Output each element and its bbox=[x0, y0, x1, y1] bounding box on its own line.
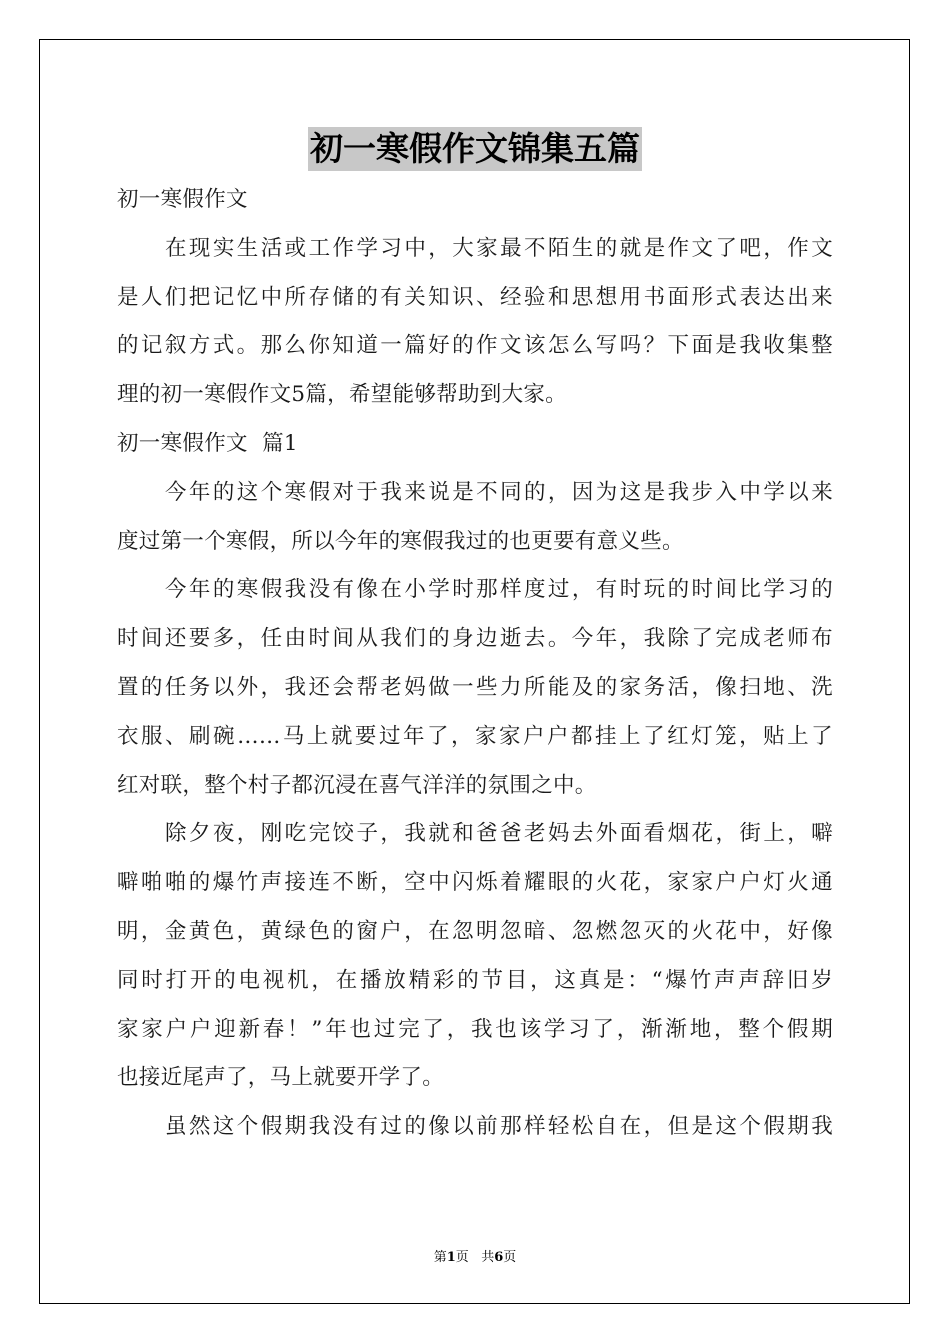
page-number: 1 bbox=[446, 1250, 456, 1265]
paragraph-line: 同时打开的电视机，在播放精彩的节目，这真是：“爆竹声声辞旧岁 bbox=[117, 967, 833, 993]
paragraph-line: 家家户户迎新春！”年也过完了，我也该学习了，渐渐地，整个假期 bbox=[117, 1016, 833, 1042]
total-suffix: 页 bbox=[503, 1250, 517, 1265]
section-heading: 初一寒假作文 bbox=[117, 187, 248, 212]
paragraph-line: 除夕夜，刚吃完饺子，我就和爸爸老妈去外面看烟花，街上，噼 bbox=[165, 821, 833, 847]
paragraph-line: 今年的这个寒假对于我来说是不同的，因为这是我步入中学以来 bbox=[165, 479, 833, 505]
paragraph-line: 也接近尾声了，马上就要开学了。 bbox=[117, 1065, 445, 1091]
paragraph-line: 理的初一寒假作文5篇，希望能够帮助到大家。 bbox=[117, 382, 567, 408]
paragraph-line: 虽然这个假期我没有过的像以前那样轻松自在，但是这个假期我 bbox=[165, 1114, 833, 1140]
paragraph-line: 明，金黄色，黄绿色的窗户，在忽明忽暗、忽燃忽灭的火花中，好像 bbox=[117, 918, 833, 944]
paragraph-line: 今年的寒假我没有像在小学时那样度过，有时玩的时间比学习的 bbox=[165, 577, 833, 603]
paragraph-line: 的记叙方式。那么你知道一篇好的作文该怎么写吗？下面是我收集整 bbox=[117, 333, 833, 359]
total-prefix: 共 bbox=[481, 1250, 495, 1265]
paragraph-line: 红对联，整个村子都沉浸在喜气洋洋的氛围之中。 bbox=[117, 772, 597, 798]
paragraph-line: 置的任务以外，我还会帮老妈做一些力所能及的家务活，像扫地、洗 bbox=[117, 674, 833, 700]
paragraph-line: 衣服、刷碗……马上就要过年了，家家户户都挂上了红灯笼，贴上了 bbox=[117, 723, 833, 749]
total-pages: 6 bbox=[494, 1250, 504, 1265]
document-title: 初一寒假作文锦集五篇 bbox=[308, 127, 642, 171]
paragraph-line: 时间还要多，任由时间从我们的身边逝去。今年，我除了完成老师布 bbox=[117, 626, 833, 652]
page-footer bbox=[0, 1246, 950, 1265]
paragraph-line: 度过第一个寒假，所以今年的寒假我过的也更要有意义些。 bbox=[117, 528, 684, 554]
paragraph-line: 是人们把记忆中所存储的有关知识、经验和思想用书面形式表达出来 bbox=[117, 284, 833, 310]
page-prefix: 第 bbox=[433, 1250, 447, 1265]
paragraph-line: 在现实生活或工作学习中，大家最不陌生的就是作文了吧，作文 bbox=[165, 235, 833, 261]
section-heading: 初一寒假作文 篇1 bbox=[117, 430, 298, 456]
page-suffix: 页 bbox=[455, 1250, 469, 1265]
title-container bbox=[0, 127, 950, 171]
document-body bbox=[117, 176, 833, 1152]
paragraph-line: 噼啪啪的爆竹声接连不断，空中闪烁着耀眼的火花，家家户户灯火通 bbox=[117, 870, 833, 896]
